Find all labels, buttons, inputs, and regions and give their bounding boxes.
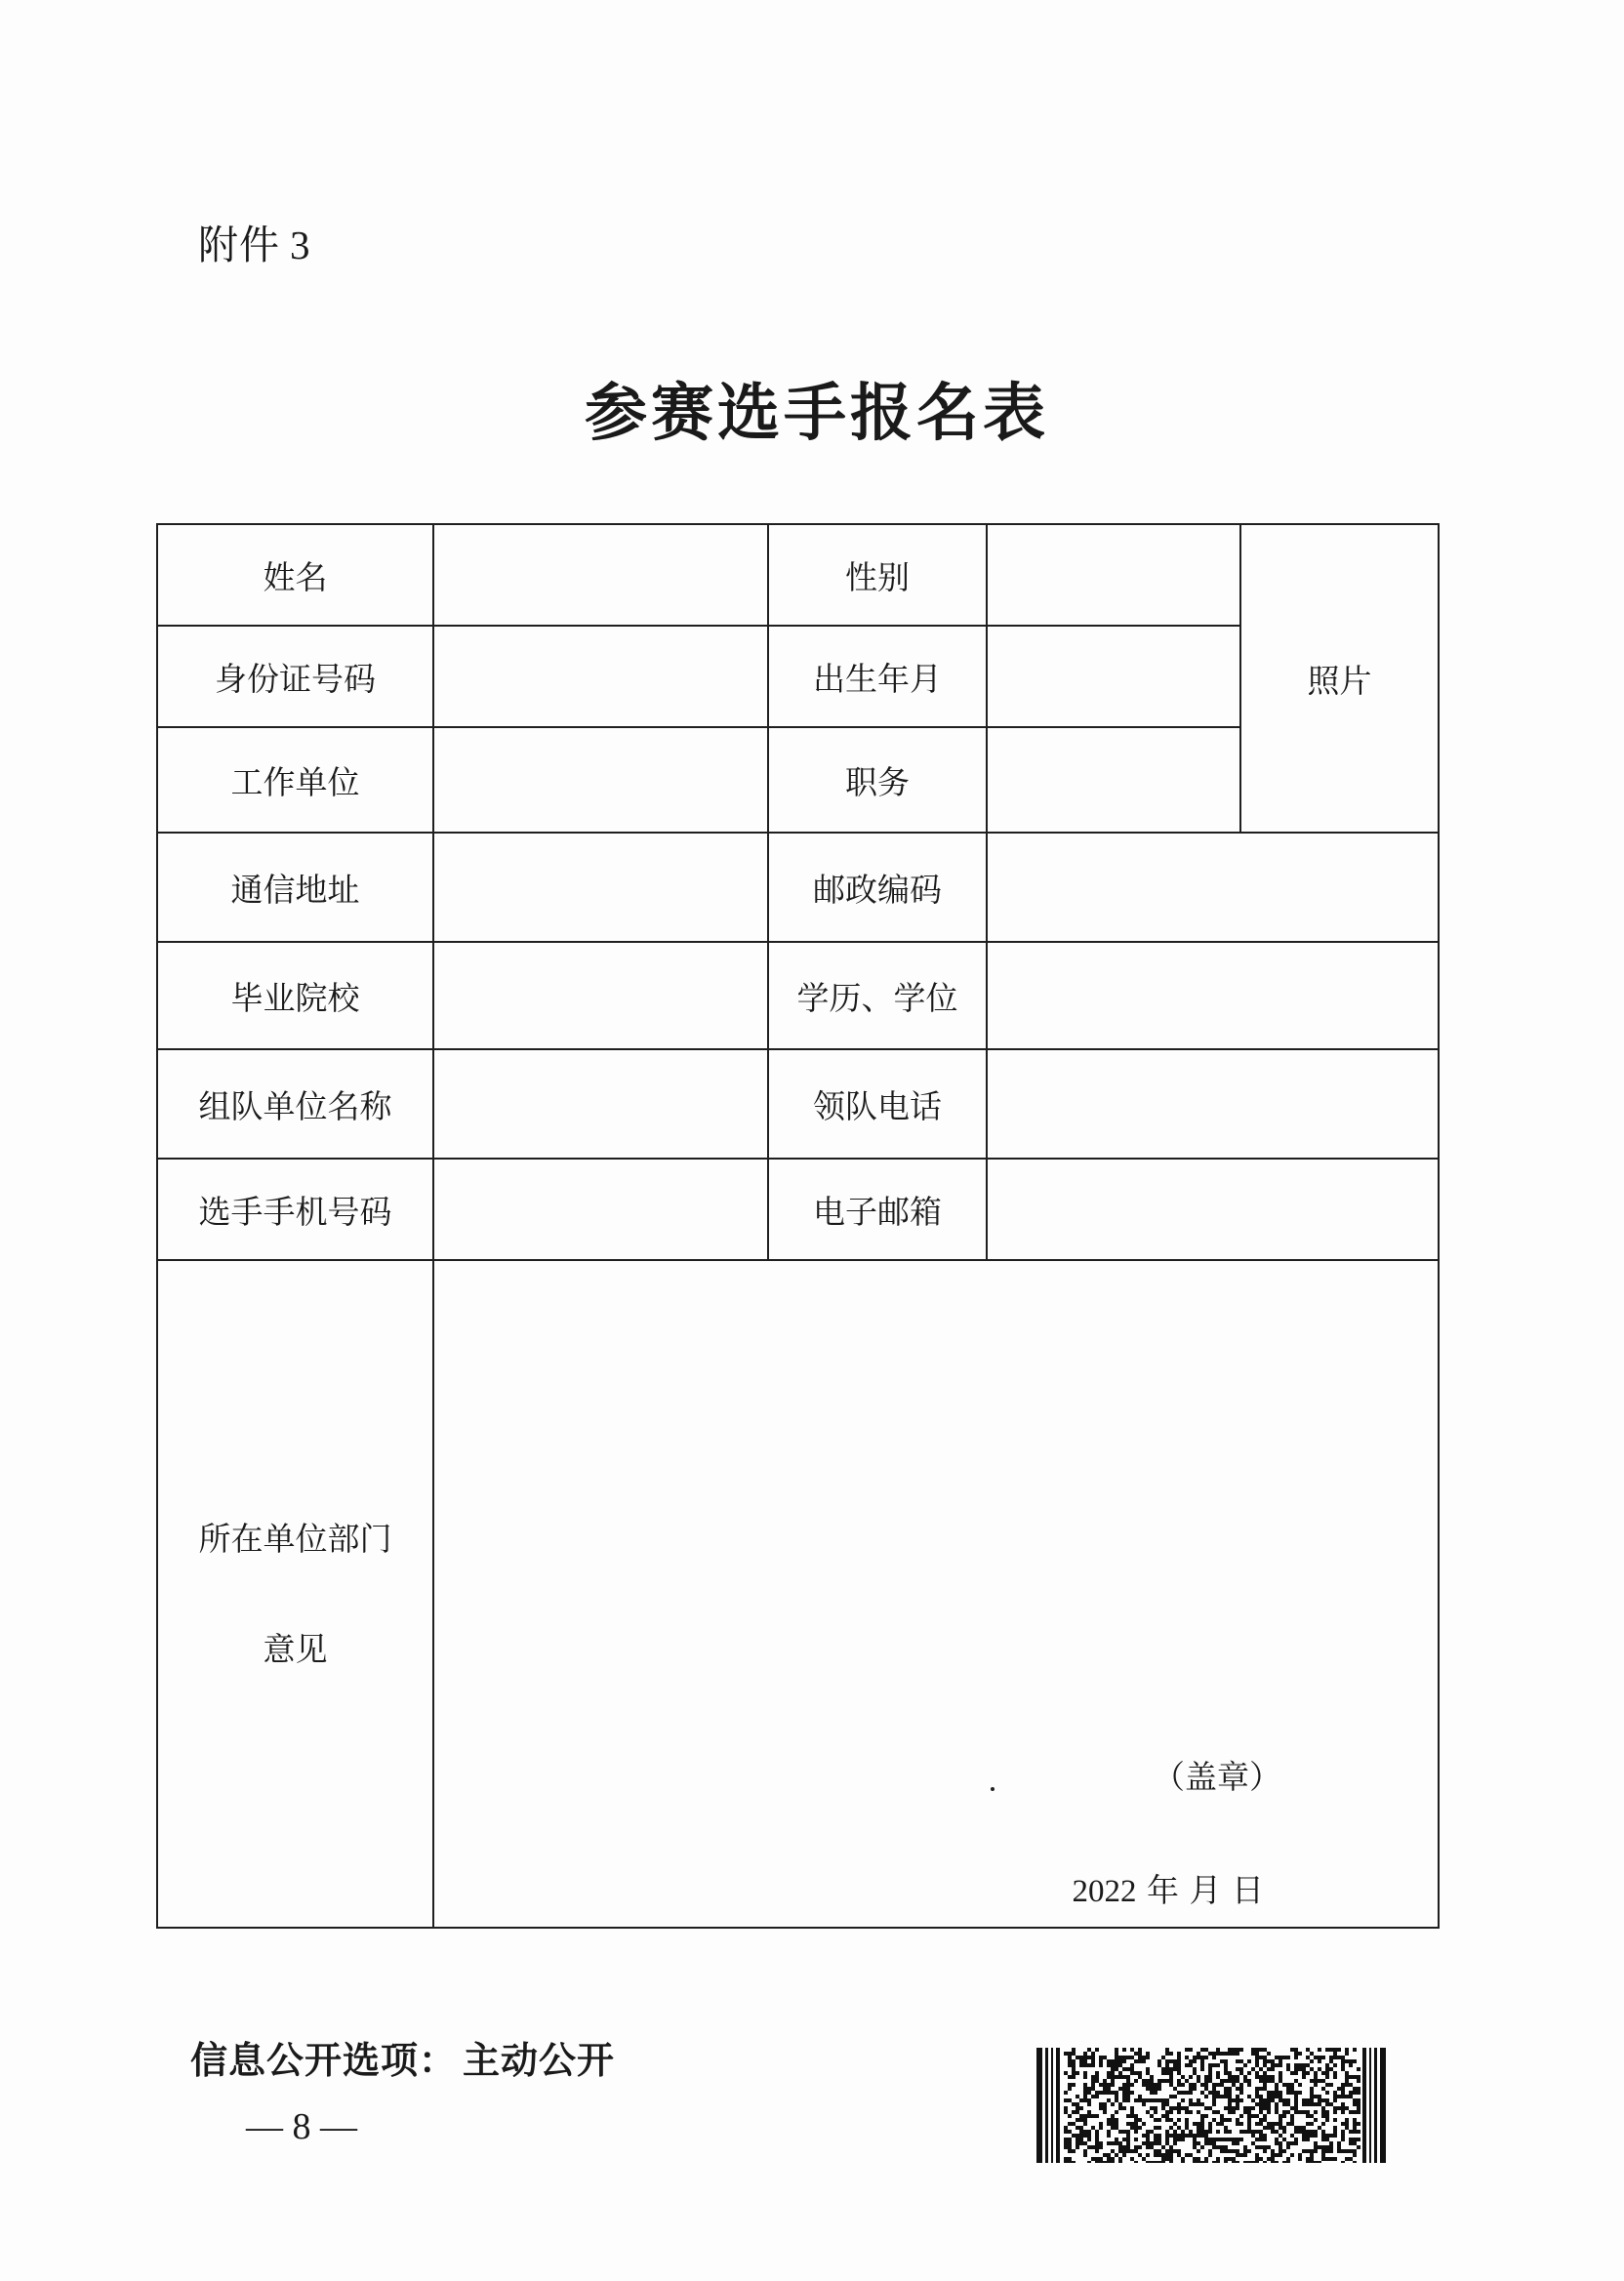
date-year: 2022 (1072, 1874, 1137, 1909)
disclosure-value: 主动公开 (463, 2039, 616, 2082)
team-unit-label: 组队单位名称 (157, 1049, 433, 1159)
degree-label: 学历、学位 (768, 942, 987, 1049)
birth-date-field[interactable] (987, 626, 1240, 727)
attachment-text: 附件 (198, 222, 280, 268)
date-rest: 年 月 日 (1147, 1871, 1264, 1909)
birth-date-label: 出生年月 (768, 626, 987, 727)
leader-phone-label: 领队电话 (768, 1049, 987, 1159)
opinion-field[interactable] (433, 1260, 1439, 1928)
workplace-label: 工作单位 (157, 727, 433, 833)
registration-form-table (156, 523, 1440, 1929)
email-field[interactable] (987, 1159, 1439, 1260)
degree-field[interactable] (987, 942, 1439, 1049)
disclosure-option (190, 2030, 615, 2084)
postcode-label: 邮政编码 (768, 833, 987, 942)
gender-field[interactable] (987, 524, 1240, 626)
workplace-field[interactable] (433, 727, 768, 833)
email-label: 电子邮箱 (768, 1159, 987, 1260)
team-unit-field[interactable] (433, 1049, 768, 1159)
name-field[interactable] (433, 524, 768, 626)
page-title: 参赛选手报名表 (585, 377, 1049, 450)
postcode-field[interactable] (987, 833, 1439, 942)
attachment-label (198, 213, 311, 270)
opinion-label-line2: 意见 (263, 1630, 328, 1668)
seal-text: （盖章） (1153, 1758, 1281, 1796)
mobile-label: 选手手机号码 (157, 1159, 433, 1260)
photo-box[interactable]: 照片 (1240, 524, 1439, 833)
opinion-label-line1: 所在单位部门 (198, 1520, 392, 1558)
attachment-number: 3 (290, 223, 311, 267)
disclosure-label: 信息公开选项： (190, 2039, 458, 2082)
opinion-label (157, 1260, 433, 1928)
leader-phone-field[interactable] (987, 1049, 1439, 1159)
id-number-label: 身份证号码 (157, 626, 433, 727)
page-number: — 8 — (246, 2106, 357, 2147)
address-field[interactable] (433, 833, 768, 942)
id-number-field[interactable] (433, 626, 768, 727)
mobile-field[interactable] (433, 1159, 768, 1260)
address-label: 通信地址 (157, 833, 433, 942)
school-label: 毕业院校 (157, 942, 433, 1049)
stray-dot (991, 1787, 995, 1791)
date-line (1073, 1865, 1264, 1911)
gender-label: 性别 (768, 524, 987, 626)
school-field[interactable] (433, 942, 768, 1049)
barcode-icon (1036, 2048, 1386, 2163)
position-label: 职务 (768, 727, 987, 833)
name-label: 姓名 (157, 524, 433, 626)
position-field[interactable] (987, 727, 1240, 833)
